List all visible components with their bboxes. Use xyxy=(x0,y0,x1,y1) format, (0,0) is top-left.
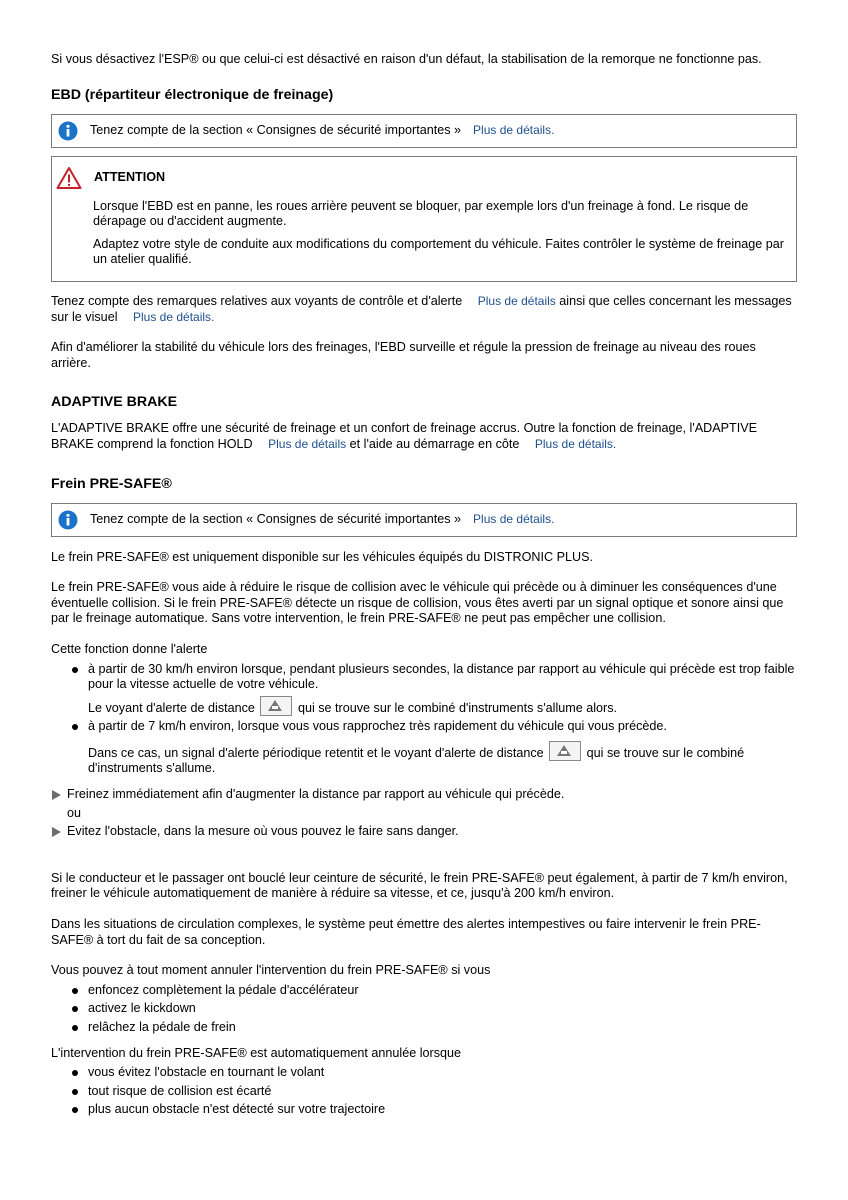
bullet-icon xyxy=(72,1070,78,1076)
auto-cancel-intro: L'intervention du frein PRE-SAFE® est automatiquement annulée lorsque xyxy=(51,1045,462,1060)
info-text: Tenez compte de la section « Consignes de sécurité importantes » xyxy=(90,511,462,526)
more-details-link[interactable]: Plus de détails. xyxy=(473,122,555,137)
warning-text: Adaptez votre style de conduite aux modifications du comportement du véhicule. Faites contrôler le système de freinage par un atelier qualifié. xyxy=(93,236,784,267)
bullet-icon xyxy=(72,1006,78,1012)
warning-text: Lorsque l'EBD est en panne, les roues arrière peuvent se bloquer, par exemple lors d'un freinage à fond. Le risque de dérapage ou d'accident augmente. xyxy=(93,198,749,229)
intro-text: Si vous désactivez l'ESP® ou que celui-ci est désactivé en raison d'un défaut, la stabilisation de la remorque ne fonctionne pas. xyxy=(51,52,762,66)
info-text: Tenez compte de la section « Consignes de sécurité importantes » xyxy=(90,122,462,137)
list-item: enfoncez complètement la pédale d'accélérateur xyxy=(51,983,797,999)
manual-page xyxy=(51,52,797,1121)
bullet-subtext: Le voyant d'alerte de distance qui se trouve sur le combiné d'instruments s'allume alors. xyxy=(51,696,797,717)
adaptive-brake-text xyxy=(51,421,797,452)
ebd-heading: EBD (répartiteur électronique de freinage) xyxy=(51,86,334,103)
body-text: et l'aide au démarrage en côte xyxy=(349,436,520,451)
ebd-stability-text: Afin d'améliorer la stabilité du véhicule lors des freinages, l'EBD surveille et régule la pression de freinage au niveau des roues arrière. xyxy=(51,340,756,370)
body-text: L'ADAPTIVE BRAKE offre une sécurité de freinage et un confort de freinage accrus. Outre la fonction de freinage, l'ADAPTIVE BRAKE comprend la fonction HOLD xyxy=(51,421,758,451)
bullet-icon xyxy=(72,667,78,673)
distance-warning-lamp-icon xyxy=(549,741,581,761)
presafe-description: Le frein PRE-SAFE® vous aide à réduire le risque de collision avec le véhicule qui précède ou à diminuer les conséquences d'une éventuelle collision. Si le frein PRE-SAFE® détecte un risque de collision, vous êtes averti par un signal optique et sonore ainsi que par le freinage automatique. Sans votre intervention, le frein PRE-SAFE® ne peut pas empêcher une collision. xyxy=(51,580,784,626)
warning-title: ATTENTION xyxy=(94,169,166,184)
step-arrow-icon xyxy=(52,827,61,837)
list-item: à partir de 7 km/h environ, lorsque vous vous rapprochez très rapidement du véhicule qui vous précède. xyxy=(51,719,797,735)
list-item: tout risque de collision est écarté xyxy=(51,1084,797,1100)
presafe-info-box xyxy=(51,503,797,537)
ebd-warning-box xyxy=(51,156,797,282)
alert-conditions-list xyxy=(51,662,797,693)
presafe-availability: Le frein PRE-SAFE® est uniquement disponible sur les véhicules équipés du DISTRONIC PLUS. xyxy=(51,549,593,564)
presafe-false-alerts: Dans les situations de circulation complexes, le système peut émettre des alertes intempestives ou faire intervenir le frein PRE-SAFE® à tort du fait de sa conception. xyxy=(51,917,761,947)
action-step: Freinez immédiatement afin d'augmenter la distance par rapport au véhicule qui précède. xyxy=(51,787,797,803)
step-arrow-icon xyxy=(52,790,61,800)
list-item: plus aucun obstacle n'est détecté sur votre trajectoire xyxy=(51,1102,797,1118)
presafe-heading: Frein PRE-SAFE® xyxy=(51,475,172,492)
action-step: Evitez l'obstacle, dans la mesure où vous pouvez le faire sans danger. xyxy=(51,824,797,840)
list-item: vous évitez l'obstacle en tournant le volant xyxy=(51,1065,797,1081)
ebd-info-box xyxy=(51,114,797,148)
ebd-note xyxy=(51,294,797,325)
list-item: à partir de 30 km/h environ lorsque, pendant plusieurs secondes, la distance par rapport au véhicule qui précède est trop faible pour la vitesse actuelle de votre véhicule. xyxy=(51,662,797,693)
more-details-link[interactable]: Plus de détails xyxy=(268,436,347,451)
presafe-auto-brake: Si le conducteur et le passager ont bouclé leur ceinture de sécurité, le frein PRE-SAFE® peut également, à partir de 7 km/h environ, freiner le véhicule automatiquement de manière à réduire sa vitesse, et ce, jusqu'à 200 km/h environ. xyxy=(51,870,788,901)
alert-conditions-list xyxy=(51,719,797,735)
distance-warning-lamp-icon xyxy=(260,696,292,716)
bullet-icon xyxy=(72,988,78,994)
list-item: activez le kickdown xyxy=(51,1001,797,1017)
list-item: relâchez la pédale de frein xyxy=(51,1020,797,1036)
bullet-icon xyxy=(72,1107,78,1113)
more-details-link[interactable]: Plus de détails. xyxy=(133,309,215,324)
adaptive-brake-heading: ADAPTIVE BRAKE xyxy=(51,394,178,411)
bullet-subtext: Dans ce cas, un signal d'alerte périodique retentit et le voyant d'alerte de distance qui se trouve sur le combiné d'instruments s'allume. xyxy=(51,741,797,777)
warning-triangle-icon xyxy=(56,166,82,190)
auto-cancel-list xyxy=(51,1065,797,1118)
more-details-link[interactable]: Plus de détails. xyxy=(534,436,617,451)
alert-intro: Cette fonction donne l'alerte xyxy=(51,641,208,656)
note-text: ainsi que celles concernant les messages sur le visuel xyxy=(51,293,792,324)
more-details-link[interactable]: Plus de détails. xyxy=(473,511,555,526)
note-text: Tenez compte des remarques relatives aux voyants de contrôle et d'alerte xyxy=(51,293,463,308)
bullet-icon xyxy=(72,1089,78,1095)
info-icon xyxy=(58,510,78,530)
action-steps xyxy=(51,787,797,840)
or-text: ou xyxy=(67,805,82,820)
info-icon xyxy=(58,121,78,141)
more-details-link[interactable]: Plus de détails xyxy=(477,293,556,308)
cancel-intro: Vous pouvez à tout moment annuler l'intervention du frein PRE-SAFE® si vous xyxy=(51,963,491,978)
cancel-list xyxy=(51,983,797,1036)
bullet-icon xyxy=(72,724,78,730)
bullet-icon xyxy=(72,1025,78,1031)
